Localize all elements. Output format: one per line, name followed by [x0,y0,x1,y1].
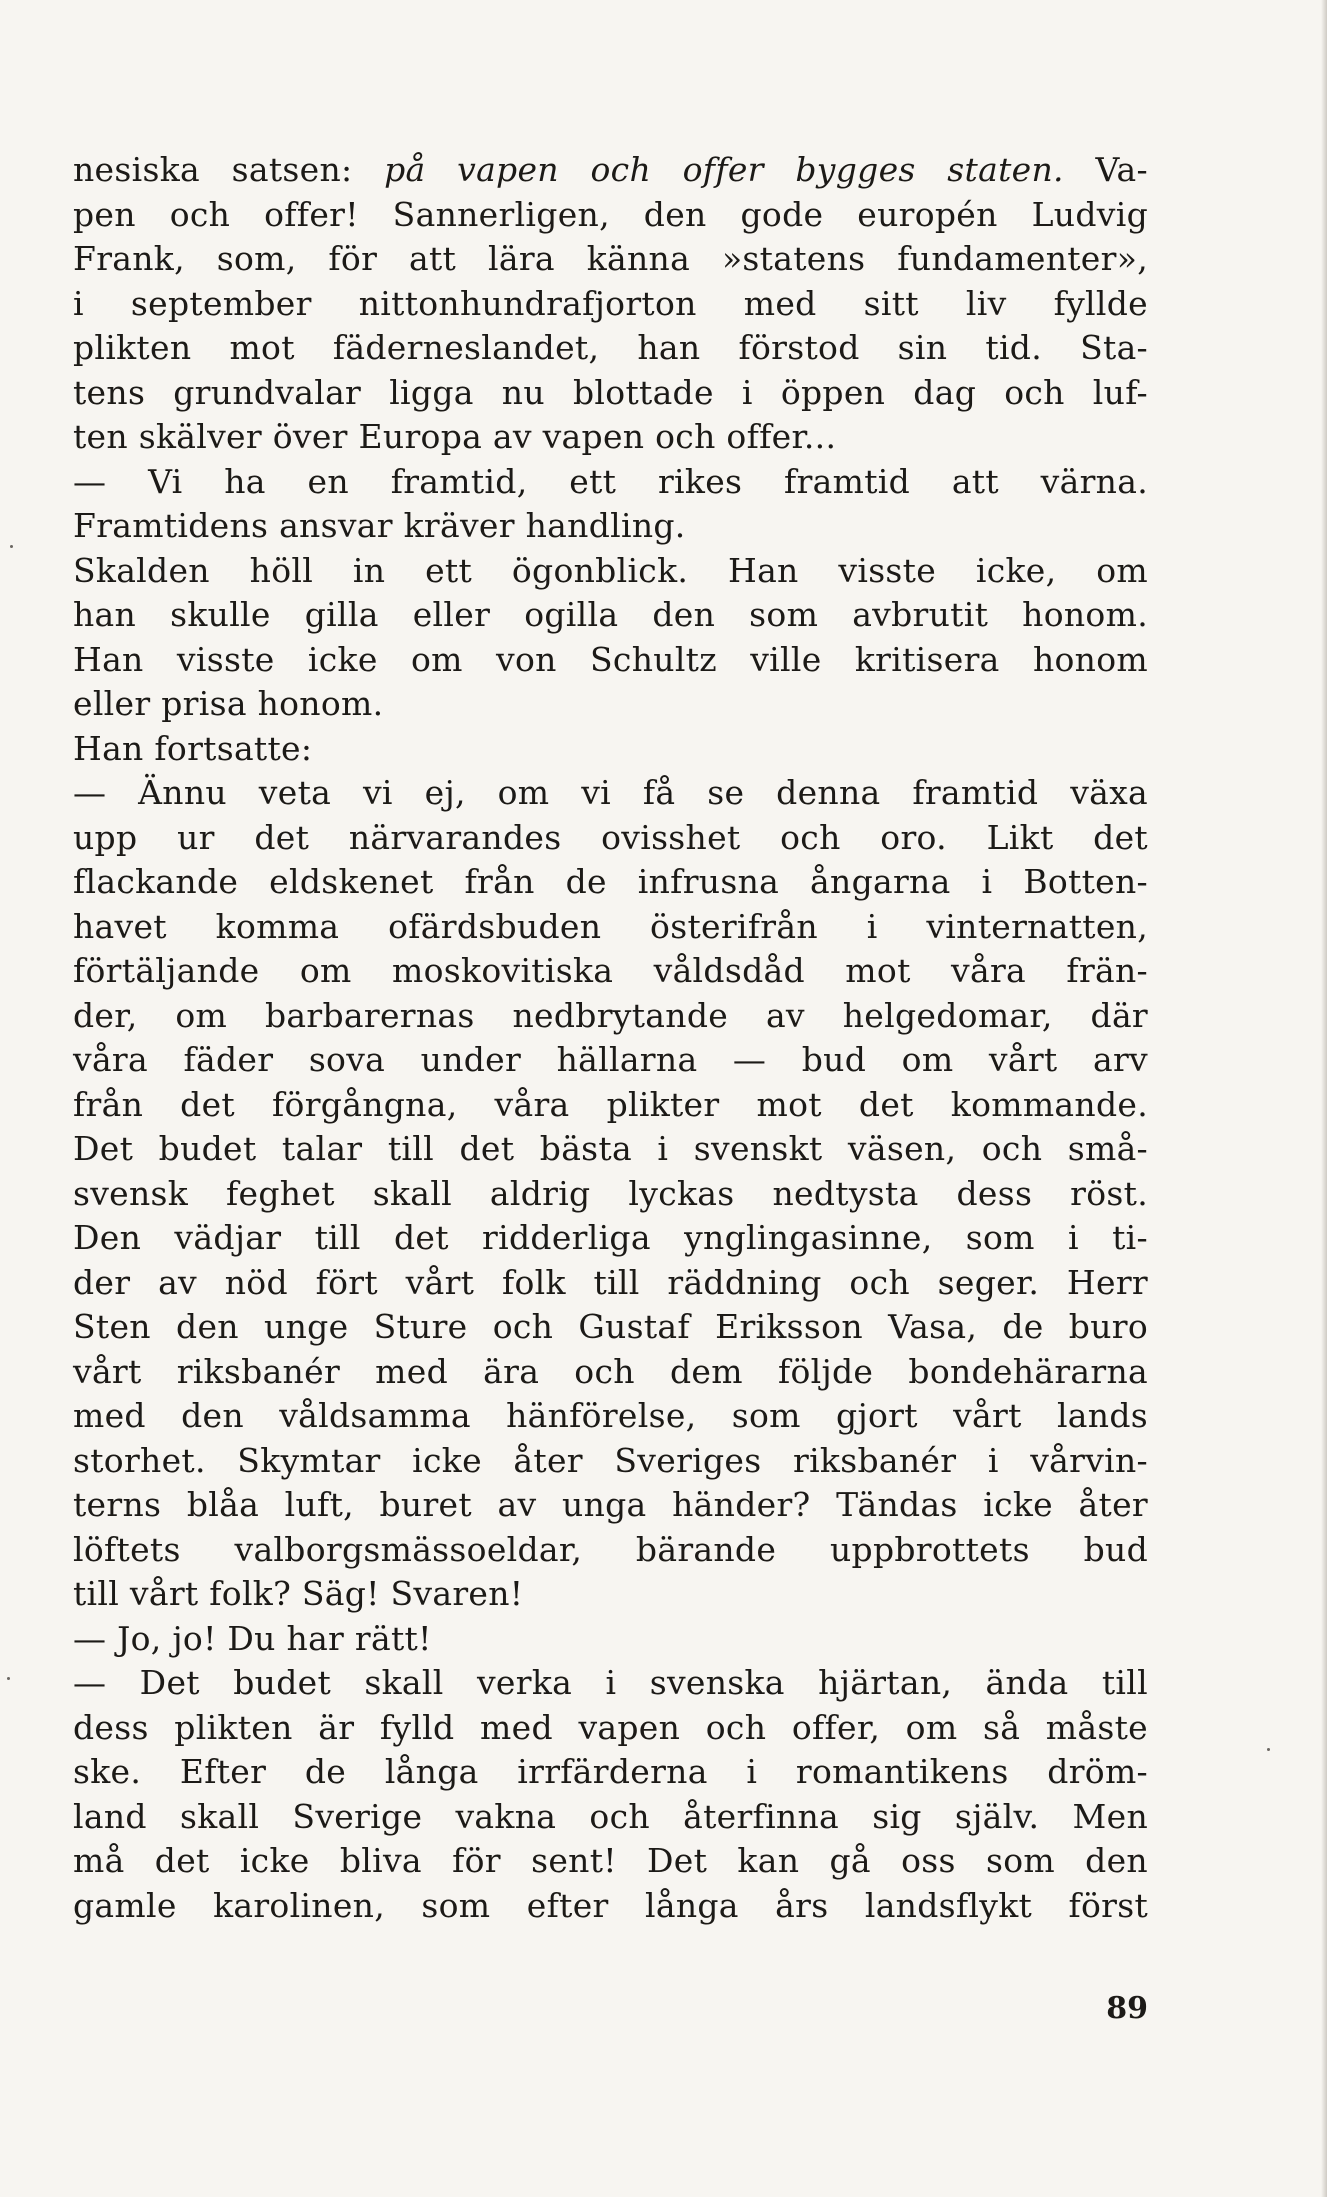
paper-speck [10,545,13,548]
body-text [73,148,1148,1928]
text-line: der, om barbarernas nedbrytande av helgedomar, där [73,995,1148,1035]
text-line: till vårt folk? Säg! Svaren! [73,1574,524,1613]
text-line: Han fortsatte: [73,728,313,768]
text-line: nesiska satsen: på vapen och offer bygges staten. Va- [73,150,1148,189]
text-line: gamle karolinen, som efter långa års landsflykt först [73,1885,1148,1925]
text-line: tens grundvalar ligga nu blottade i öppen dag och luf- [73,372,1148,412]
text-line: förtäljande om moskovitiska våldsdåd mot våra frän- [73,951,1148,990]
text-line: Han visste icke om von Schultz ville kritisera honom [73,639,1148,679]
text-line: han skulle gilla eller ogilla den som avbrutit honom. [73,595,1148,634]
text-line: havet komma ofärdsbuden österifrån i vinternatten, [73,906,1148,946]
text-line: dess plikten är fylld med vapen och offer, om så måste [73,1707,1148,1747]
page-number: 89 [1106,1991,1148,2026]
text-line: flackande eldskenet från de infrusna ångarna i Botten- [73,862,1148,901]
text-line: — Det budet skall verka i svenska hjärtan, ända till [73,1663,1148,1702]
text-line: från det förgångna, våra plikter mot det kommande. [73,1084,1148,1124]
text-line: ske. Efter de långa irrfärderna i romantikens dröm- [73,1752,1148,1791]
text-line: våra fäder sova under hällarna — bud om vårt arv [73,1040,1148,1079]
text-line: pen och offer! Sannerligen, den gode europén Ludvig [73,194,1148,234]
text-line: vårt riksbanér med ära och dem följde bondehärarna [73,1351,1148,1391]
text-line: Det budet talar till det bästa i svenskt väsen, och små- [73,1129,1148,1168]
text-line: upp ur det närvarandes ovisshet och oro. Likt det [73,817,1148,857]
text-line: der av nöd fört vårt folk till räddning och seger. Herr [73,1262,1148,1302]
text-line: Framtidens ansvar kräver handling. [73,506,686,545]
text-line: må det icke bliva för sent! Det kan gå oss som den [73,1841,1148,1880]
text-line: svensk feghet skall aldrig lyckas nedtysta dess röst. [73,1173,1148,1213]
text-line: Sten den unge Sture och Gustaf Eriksson Vasa, de buro [73,1307,1148,1346]
text-line: Skalden höll in ett ögonblick. Han visste icke, om [73,550,1148,590]
paper-speck [1267,1748,1270,1751]
text-line: Den vädjar till det ridderliga ynglingasinne, som i ti- [73,1218,1148,1257]
text-line: med den våldsamma hänförelse, som gjort vårt lands [73,1396,1148,1435]
text-line: löftets valborgsmässoeldar, bärande uppbrottets bud [73,1529,1148,1569]
paper-speck [7,1677,10,1680]
text-line: — Vi ha en framtid, ett rikes framtid att värna. [73,461,1148,501]
text-line: plikten mot fäderneslandet, han förstod sin tid. Sta- [73,328,1148,367]
text-line: Frank, som, för att lära känna »statens fundamenter», [73,239,1148,278]
text-line: terns blåa luft, buret av unga händer? Tändas icke åter [73,1485,1148,1524]
text-line: i september nittonhundrafjorton med sitt liv fyllde [73,283,1148,323]
text-line: — Ännu veta vi ej, om vi få se denna framtid växa [73,773,1148,812]
text-line: land skall Sverige vakna och återfinna sig själv. Men [73,1796,1148,1836]
text-line: — Jo, jo! Du har rätt! [73,1618,432,1658]
italic-phrase: på vapen och offer bygges staten. [384,150,1064,189]
text-line: storhet. Skymtar icke åter Sveriges riksbanér i vårvin- [73,1440,1148,1480]
text-line: eller prisa honom. [73,684,384,723]
text-line: ten skälver över Europa av vapen och offer... [73,417,837,456]
page-edge [1321,0,1327,2197]
